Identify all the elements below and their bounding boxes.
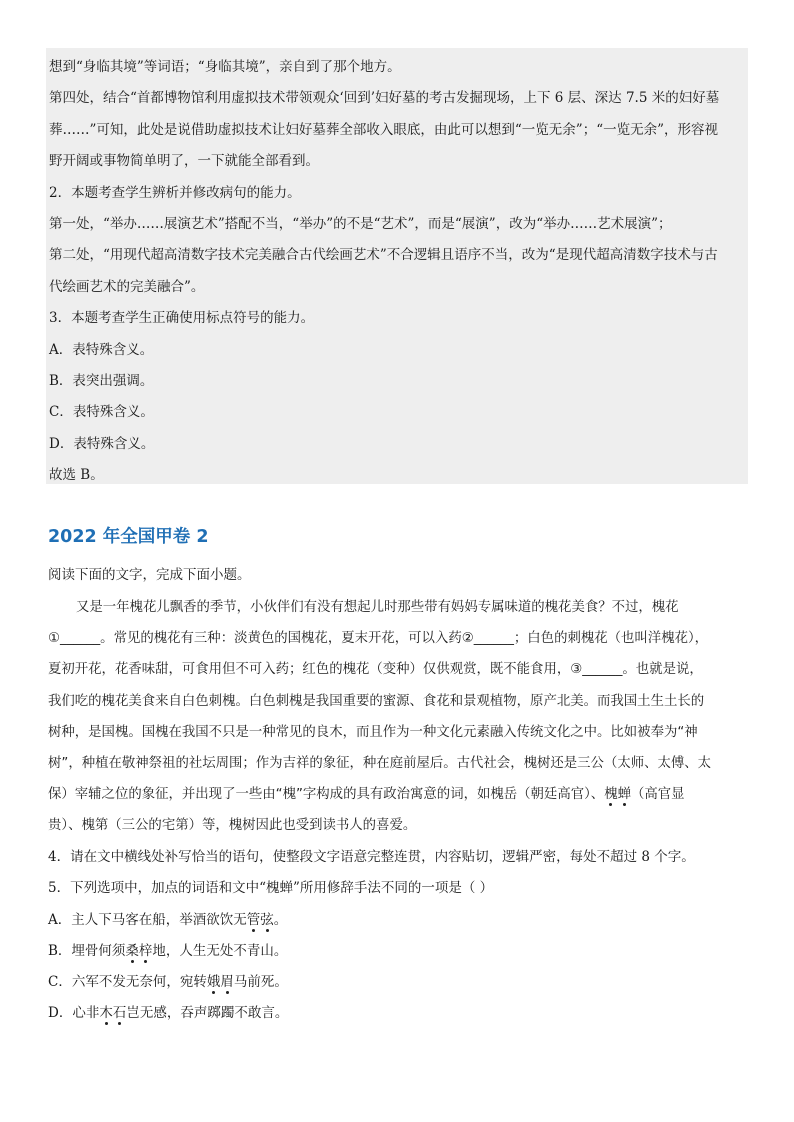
dotted-char: 蝉 — [617, 787, 631, 803]
dotted-word — [99, 1005, 126, 1021]
dotted-char: 眉 — [220, 974, 234, 991]
dotted-word — [125, 943, 152, 959]
dotted-word — [207, 974, 234, 990]
answer-line: A．表特殊含义。 — [49, 341, 154, 358]
question-4: 4．请在文中横线处补写恰当的语句，使整段文字语意完整连贯，内容贴切，逻辑严密，每处不超过 8 个字。 — [48, 849, 695, 865]
option-a: A．主人下马客在船，举酒欲饮无管弦。 — [48, 911, 288, 928]
passage-line: 树”，种植在敬神祭祖的社坛周围；作为吉祥的象征，种在庭前屋后。古代社会，槐树还是三公（太师、太傅、太 — [48, 756, 712, 772]
passage-text: （高官显 — [630, 787, 685, 803]
answer-explanation-box — [46, 48, 748, 484]
answer-line: 第二处，“用现代超高清数字技术完美融合古代绘画艺术”不合逻辑且语序不当，改为“是现代超高清数字技术与古 — [49, 247, 718, 264]
dotted-char: 槐 — [604, 787, 618, 803]
answer-line: 野开阔或事物简单明了，一下就能全部看到。 — [49, 153, 319, 170]
answer-line: 2．本题考查学生辨析并修改病句的能力。 — [49, 184, 301, 201]
answer-line: C．表特殊含义。 — [49, 404, 154, 421]
passage-line: 夏初开花，花香味甜，可食用但不可入药；红色的槐花（变种）仅供观赏，既不能食用，③______。也就是说， — [48, 662, 703, 678]
dotted-char: 弦 — [260, 911, 274, 928]
dotted-char: 桑 — [125, 942, 139, 959]
option-c: C．六军不发无奈何，宛转娥眉马前死。 — [48, 974, 288, 991]
reading-instruction: 阅读下面的文字，完成下面小题。 — [48, 567, 251, 583]
option-d: D．心非木石岂无感，吞声踯躅不敢言。 — [48, 1005, 289, 1022]
answer-line: D．表特殊含义。 — [49, 435, 155, 452]
answer-line: 第一处，“举办……展演艺术”搭配不当，“举办”的不是“艺术”，而是“展演”，改为“举办……艺术展演”； — [49, 216, 672, 233]
passage-line: 又是一年槐花儿飘香的季节，小伙伴们有没有想起儿时那些带有妈妈专属味道的槐花美食？不过，槐花 — [76, 600, 679, 615]
answer-line: 葬……”可知，此处是说借助虚拟技术让妇好墓葬全部收入眼底，由此可以想到“一览无余”；“一览无余”，形容视 — [49, 121, 719, 138]
answer-line: 第四处，结合“首都博物馆利用虚拟技术带领观众‘回到’妇好墓的考古发掘现场，上下 6 层、深达 7.5 米的妇好墓 — [49, 90, 720, 107]
passage-text: 保）宰辅之位的象征，并出现了一些由“槐”字构成的具有政治寓意的词，如槐岳（朝廷高官）、 — [48, 787, 605, 803]
passage-line: ①______。常见的槐花有三种：淡黄色的国槐花，夏末开花，可以入药②______；白色的刺槐花（也叫洋槐花）， — [48, 631, 709, 647]
answer-line: 故选 B。 — [49, 467, 104, 484]
passage-line: 贵）、槐第（三公的宅第）等，槐树因此也受到读书人的喜爱。 — [48, 818, 417, 834]
answer-line: 想到“身临其境”等词语；“身临其境”，亲自到了那个地方。 — [49, 59, 401, 75]
passage-line: 我们吃的槐花美食来自白色刺槐。白色刺槐是我国重要的蜜源、食花和景观植物，原产北美。而我国土生土长的 — [48, 693, 705, 709]
answer-line: 3．本题考查学生正确使用标点符号的能力。 — [49, 310, 315, 327]
question-5: 5．下列选项中，加点的词语和文中“槐蝉”所用修辞手法不同的一项是（ ） — [48, 880, 494, 897]
passage-line: 树种，是国槐。国槐在我国不只是一种常见的良木，而且作为一种文化元素融入传统文化之中。比如被奉为“神 — [48, 724, 698, 740]
dotted-word-huaichan — [604, 787, 631, 802]
answer-line: 代绘画艺术的完美融合”。 — [49, 278, 205, 295]
dotted-char: 管 — [246, 911, 261, 928]
reading-passage — [48, 592, 746, 842]
dotted-char: 娥 — [206, 974, 221, 991]
answer-line: B．表突出强调。 — [49, 373, 154, 390]
question-list — [48, 842, 748, 1030]
section-title: 2022 年全国甲卷 2 — [48, 527, 209, 547]
passage-line — [48, 779, 746, 810]
dotted-char: 木 — [99, 1005, 113, 1022]
option-b: B．埋骨何须桑梓地，人生无处不青山。 — [48, 942, 288, 959]
dotted-word — [247, 912, 274, 928]
dotted-char: 石 — [112, 1005, 127, 1022]
dotted-char: 梓 — [138, 942, 153, 959]
